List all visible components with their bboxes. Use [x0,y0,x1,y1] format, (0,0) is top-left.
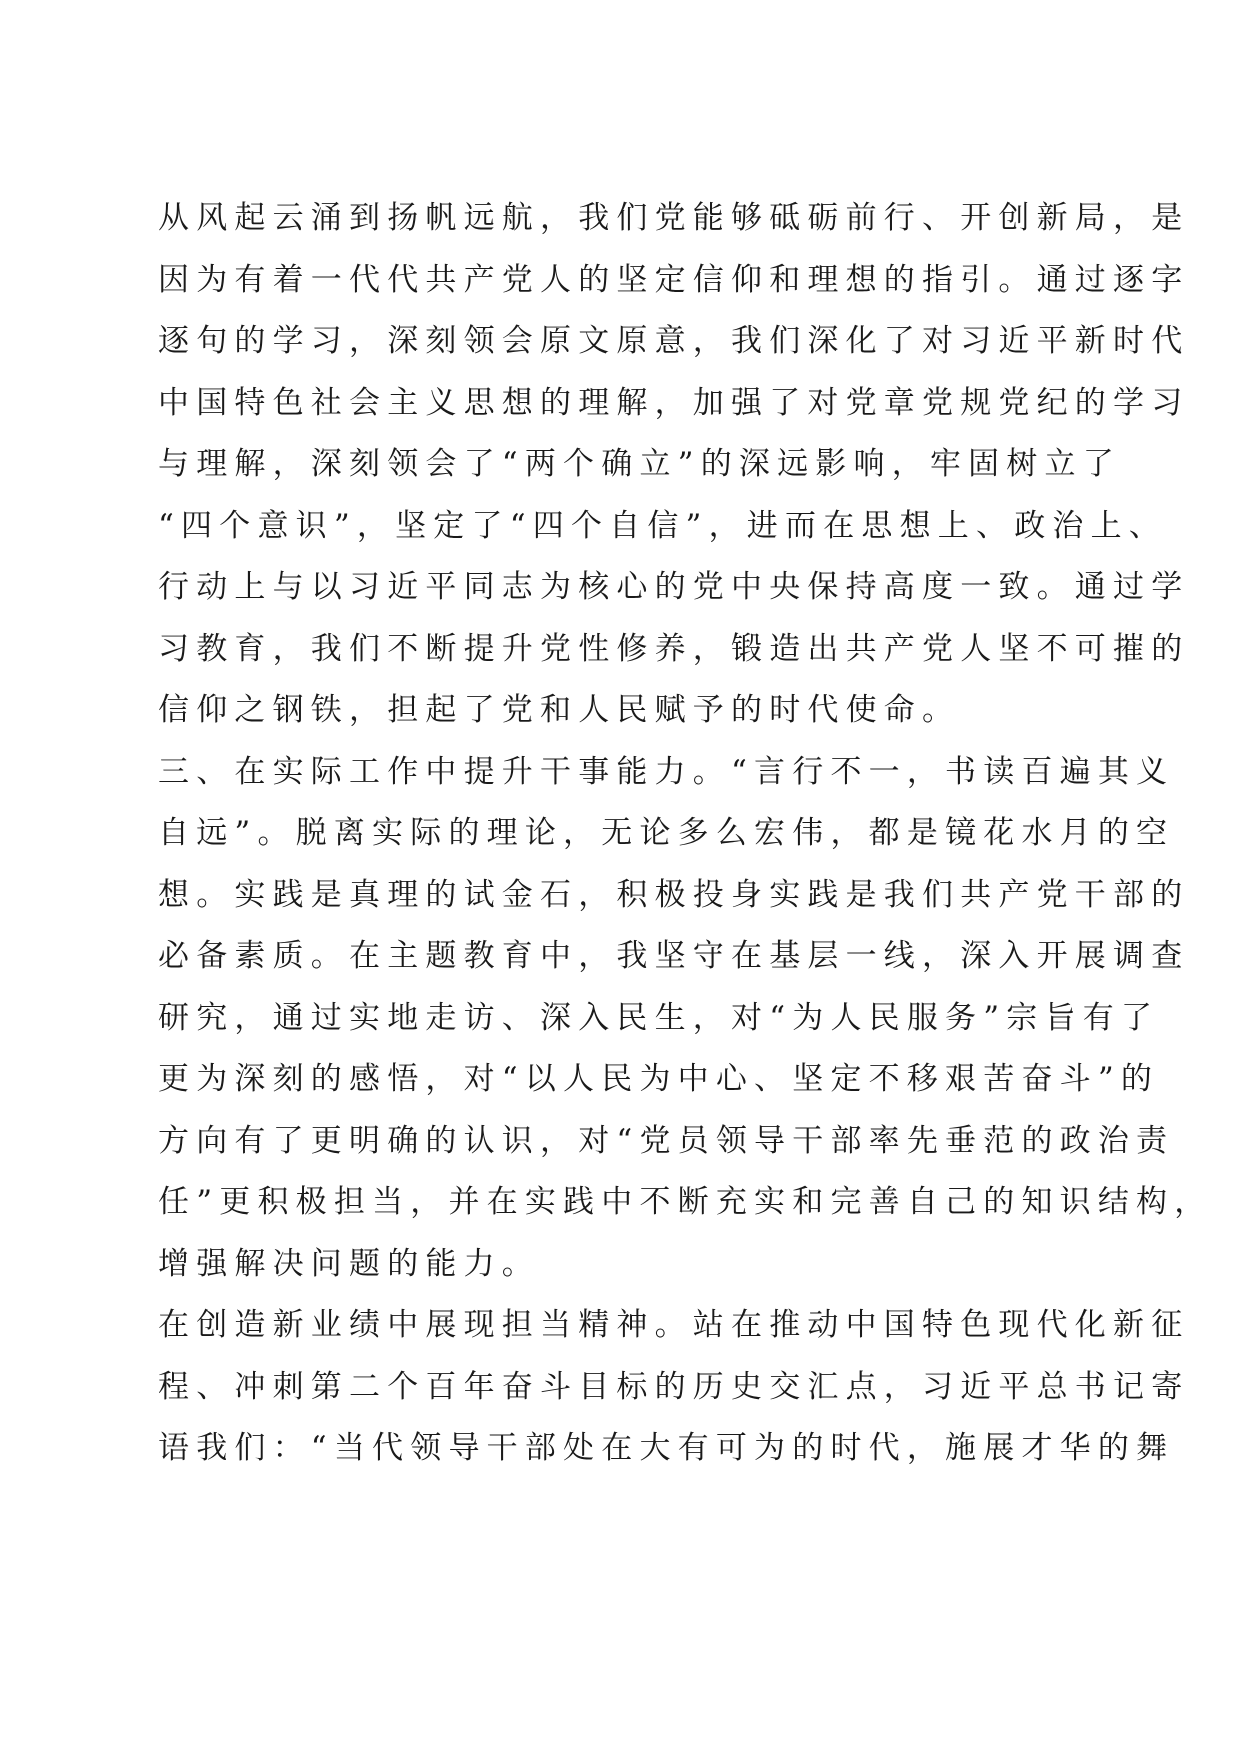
text-line: 方向有了更明确的认识，对“党员领导干部率先垂范的政治责 [158,1122,1175,1159]
text-line: 必备素质。在主题教育中，我坚守在基层一线，深入开展调查 [158,938,1190,974]
text-line: 语我们：“当代领导干部处在大有可为的时代，施展才华的舞 [158,1430,1175,1466]
body-text [158,188,1213,1480]
text-line: 信仰之钢铁，担起了党和人民赋予的时代使命。 [158,692,961,728]
text-line: 程、冲刺第二个百年奋斗目标的历史交汇点，习近平总书记寄 [158,1368,1190,1405]
text-line: 习教育，我们不断提升党性修养，锻造出共产党人坚不可摧的 [158,630,1190,667]
paragraph-start-line: 在创造新业绩中展现担当精神。站在推动中国特色现代化新征 [158,1307,1190,1343]
text-line: 想。实践是真理的试金石，积极投身实践是我们共产党干部的 [158,876,1190,913]
text-line: 任”更积极担当，并在实践中不断充实和完善自己的知识结构， [158,1184,1213,1220]
text-line: 研究，通过实地走访、深入民生，对“为人民服务”宗旨有了 [158,999,1160,1036]
text-line: 因为有着一代代共产党人的坚定信仰和理想的指引。通过逐字 [158,261,1190,298]
text-line: 行动上与以习近平同志为核心的党中央保持高度一致。通过学 [158,569,1190,605]
text-line: 自远”。脱离实际的理论，无论多么宏伟，都是镜花水月的空 [158,815,1175,851]
text-line: 中国特色社会主义思想的理解，加强了对党章党规党纪的学习 [158,384,1190,421]
text-line: 增强解决问题的能力。 [158,1245,540,1282]
text-line: 从风起云涌到扬帆远航，我们党能够砥砺前行、开创新局，是 [158,200,1190,236]
text-line: 与理解，深刻领会了“两个确立”的深远影响，牢固树立了 [158,446,1121,482]
section-heading-line: 三、在实际工作中提升干事能力。“言行不一，书读百遍其义 [158,753,1175,790]
text-line: “四个意识”，坚定了“四个自信”，进而在思想上、政治上、 [158,507,1167,544]
text-line: 更为深刻的感悟，对“以人民为中心、坚定不移艰苦奋斗”的 [158,1061,1160,1097]
text-line: 逐句的学习，深刻领会原文原意，我们深化了对习近平新时代 [158,323,1190,359]
